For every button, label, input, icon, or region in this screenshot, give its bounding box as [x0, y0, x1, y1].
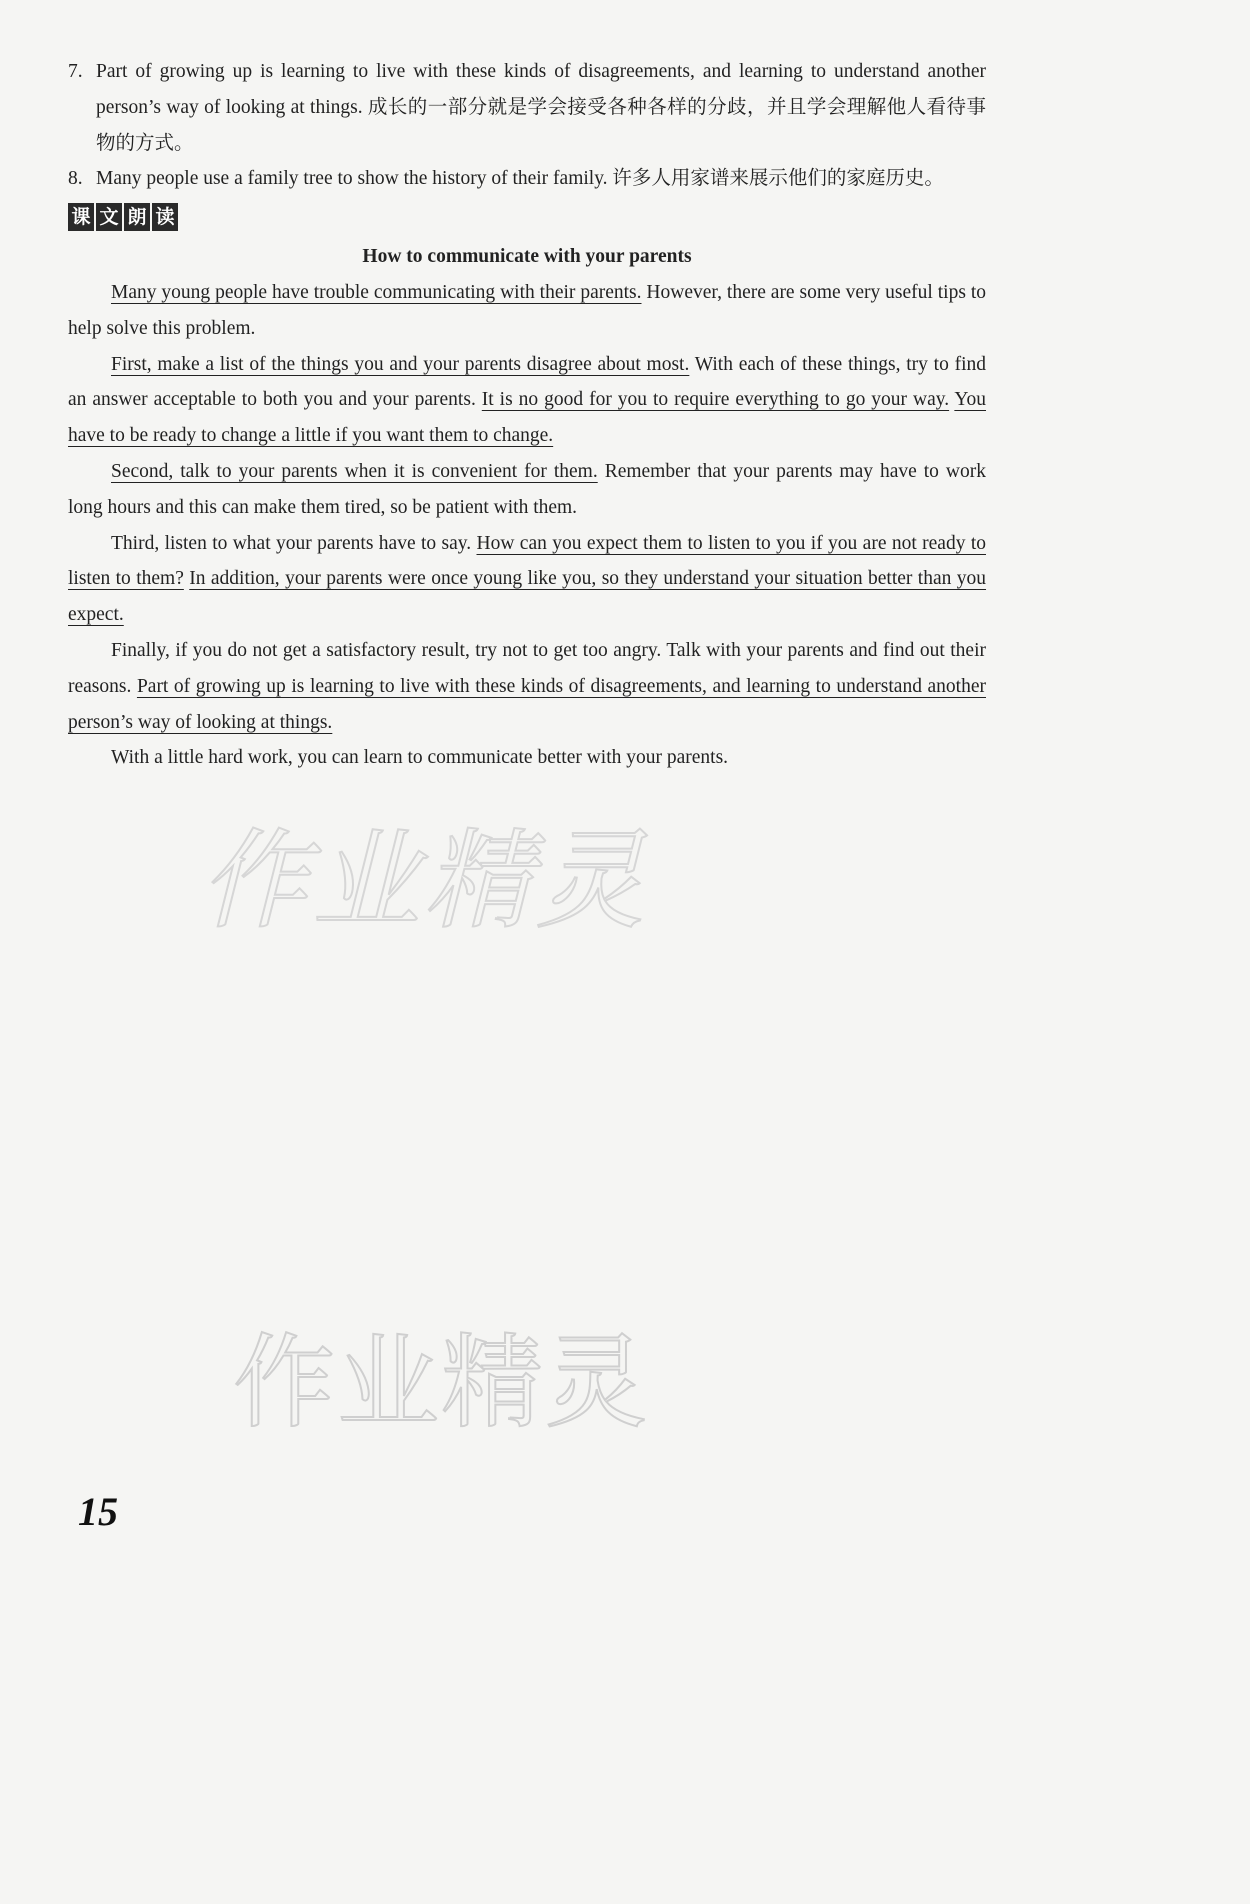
watermark-top	[190, 800, 710, 950]
underlined-sentence: Second, talk to your parents when it is convenient for them.	[111, 460, 598, 482]
sentence-number: 8.	[68, 168, 83, 190]
watermark-bottom	[225, 1308, 685, 1448]
section-label-char: 读	[152, 203, 178, 231]
article-paragraph-2	[68, 347, 986, 454]
section-label-char: 文	[96, 203, 122, 231]
underlined-sentence: First, make a list of the things you and your parents disagree about most.	[111, 353, 690, 375]
plain-text: With a little hard work, you can learn to communicate better with your parents.	[111, 747, 729, 769]
sentence-text: Part of growing up is learning to live with these kinds of disagreements, and learning to understand another person’s way of looking at things. 成长的一部分就是学会接受各种各样的分歧，并且学会理解他人看待事物的方式。	[96, 61, 986, 154]
sentence-item-8	[68, 161, 986, 197]
plain-text: Remember that your parents may have to work long hours and this can make them tired, so be patient with them.	[68, 460, 986, 518]
section-label-char: 朗	[124, 203, 150, 231]
page-content	[68, 54, 986, 776]
plain-text: Third, listen to what your parents have to say.	[111, 532, 477, 554]
section-label	[68, 203, 986, 235]
sentence-item-7	[68, 54, 986, 161]
article-paragraph-4	[68, 526, 986, 633]
article-title: How to communicate with your parents	[362, 246, 692, 268]
watermark-text: 作业精灵	[233, 1324, 649, 1443]
article-paragraph-6	[68, 740, 986, 776]
article-paragraph-3	[68, 454, 986, 526]
article-paragraph-5	[68, 633, 986, 740]
underlined-sentence: How can you expect them to listen to you if you are not ready to listen to them?	[68, 532, 986, 590]
section-label-char: 课	[68, 203, 94, 231]
underlined-sentence: Many young people have trouble communicating with their parents.	[111, 281, 642, 303]
underlined-sentence: You have to be ready to change a little if you want them to change.	[68, 389, 986, 447]
plain-text: Finally, if you do not get a satisfactory result, try not to get too angry. Talk with your parents and find out their reasons.	[68, 639, 986, 697]
plain-text: However, there are some very useful tips to help solve this problem.	[68, 281, 986, 339]
page-number: 15	[78, 1489, 118, 1534]
underlined-sentence: Part of growing up is learning to live with these kinds of disagreements, and learning to understand another person’s way of looking at things.	[68, 675, 986, 733]
article-paragraph-1	[68, 275, 986, 347]
watermark-text: 作业精灵	[200, 819, 649, 944]
plain-text: With each of these things, try to find an answer acceptable to both you and your parents.	[68, 353, 986, 411]
underlined-sentence: In addition, your parents were once young like you, so they understand your situation better than you expect.	[68, 568, 987, 626]
underlined-sentence: It is no good for you to require everything to go your way.	[481, 389, 950, 411]
sentence-text: Many people use a family tree to show the history of their family. 许多人用家谱来展示他们的家庭历史。	[96, 168, 944, 190]
sentence-number: 7.	[68, 61, 83, 82]
